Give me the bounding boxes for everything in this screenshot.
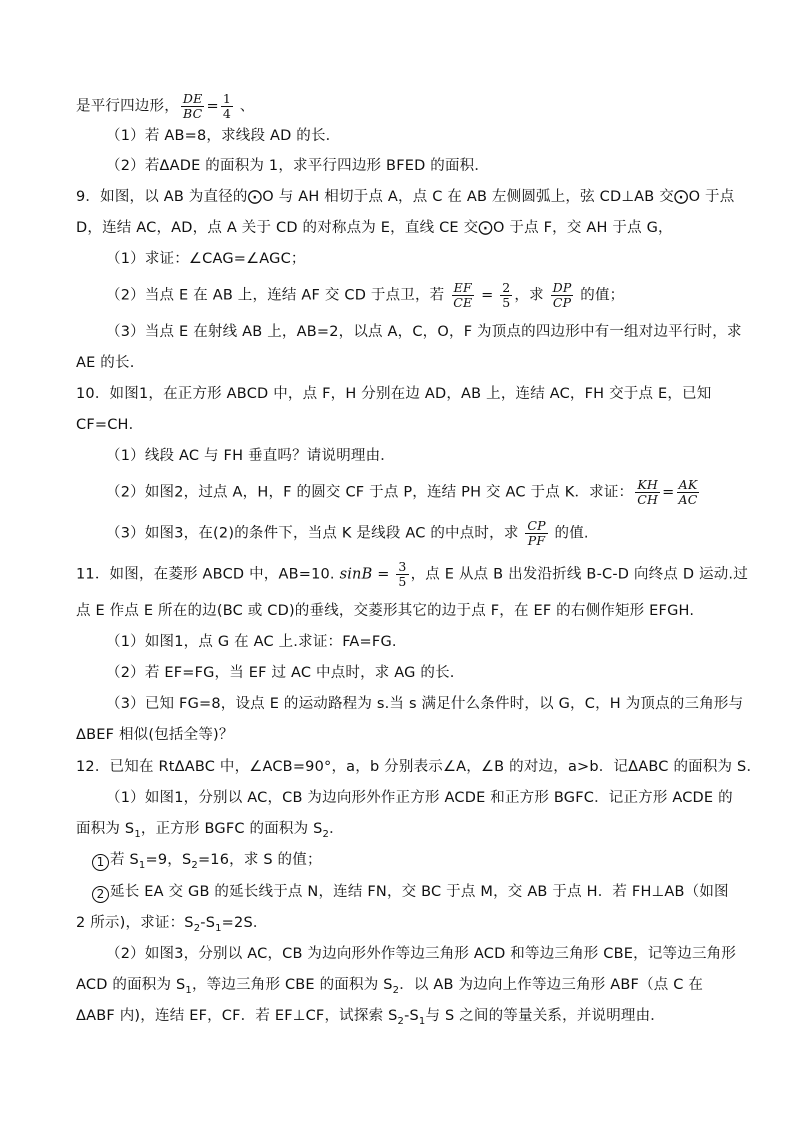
numerator: KH bbox=[637, 477, 659, 492]
subscript: 2 bbox=[191, 859, 198, 871]
circled-number: 2 bbox=[92, 886, 109, 903]
text-line: CF=CH． bbox=[76, 417, 144, 433]
text-line: （1）若 AB=8，求线段 AD 的长． bbox=[106, 128, 341, 144]
text-line: （3）当点 E 在射线 AB 上，AB=2，以点 A，C，O，F 为顶点的四边形中有一组对边平行时，求 bbox=[106, 324, 742, 340]
subscript: 2 bbox=[193, 922, 201, 934]
text-line: （2）若 EF=FG，当 EF 过 AC 中点时，求 AG 的长. bbox=[106, 665, 455, 681]
fraction bbox=[451, 281, 474, 310]
text-line: 点 E 作点 E 所在的边(BC 或 CD)的垂线，交菱形其它的边于点 F，在 EF 的右侧作矩形 EFGH. bbox=[76, 603, 695, 619]
subscript: 2 bbox=[397, 1015, 405, 1027]
text: （3）如图3，在(2)的条件下，当点 K 是线段 AC 的中点时，求 bbox=[106, 525, 524, 542]
text: -S bbox=[200, 915, 216, 931]
text: =9，S bbox=[145, 852, 192, 868]
numerator: AK bbox=[678, 477, 698, 492]
text: -S bbox=[404, 1008, 419, 1024]
text: 与 S 之间的等量关系，并说明理由． bbox=[425, 1008, 665, 1024]
subscript: 1 bbox=[215, 922, 222, 934]
question-11-heading bbox=[76, 560, 748, 589]
circled-number: 1 bbox=[92, 854, 109, 871]
denominator: CP bbox=[552, 295, 572, 310]
text-line bbox=[106, 281, 624, 310]
text-line bbox=[76, 92, 254, 121]
numerator: DP bbox=[552, 280, 572, 295]
text-line bbox=[76, 1006, 665, 1032]
numerator: CP bbox=[527, 518, 546, 533]
text-line: （1）线段 AC 与 FH 垂直吗？请说明理由． bbox=[106, 448, 395, 464]
text-line: （3）已知 FG=8，设点 E 的运动路程为 s.当 s 满足什么条件时，以 G，C，H 为顶点的三角形与 bbox=[106, 696, 744, 712]
text: （2）如图2，过点 A，H，F 的圆交 CF 于点 P，连结 PH 交 AC 于点 K．求证： bbox=[106, 484, 634, 501]
text-line bbox=[92, 882, 729, 903]
question-10-heading: 10．如图1，在正方形 ABCD 中，点 F，H 分别在边 AD，AB 上，连结 AC，FH 交于点 E，已知 bbox=[76, 386, 712, 402]
text: （2）当点 E 在 AB 上，连结 AF 交 CD 于点卫，若 bbox=[106, 287, 450, 304]
fraction bbox=[551, 281, 574, 310]
fraction bbox=[635, 478, 660, 507]
fraction bbox=[500, 281, 512, 310]
text: 延长 EA 交 GB 的延长线于点 N，连结 FN，交 BC 于点 M，交 AB 于点 H．若 FH⊥AB（如图 bbox=[110, 884, 729, 900]
text: 面积为 S bbox=[76, 821, 135, 837]
fraction bbox=[181, 92, 205, 121]
text-line bbox=[92, 850, 322, 876]
text: ．以 AB 为边向上作等边三角形 ABF（点 C 在 bbox=[399, 977, 704, 993]
subscript: 1 bbox=[185, 984, 192, 996]
text-line bbox=[76, 913, 268, 939]
text: 的值. bbox=[549, 525, 589, 542]
denominator: AC bbox=[678, 492, 698, 507]
question-9-heading: 9．如图，以 AB 为直径的⨀O 与 AH 相切于点 A，点 C 在 AB 左侧圆弧上，弦 CD⊥AB 交⨀O 于点 bbox=[76, 189, 735, 205]
equals: = bbox=[206, 98, 219, 115]
text: 若 S bbox=[110, 852, 139, 868]
fraction bbox=[396, 560, 408, 589]
math-expression: sinB bbox=[339, 566, 373, 583]
text-line bbox=[76, 819, 344, 845]
numerator: 2 bbox=[502, 280, 511, 295]
text: ，正方形 BGFC 的面积为 S bbox=[140, 821, 323, 837]
subscript: 1 bbox=[134, 828, 141, 840]
text: ，等边三角形 CBE 的面积为 S bbox=[191, 977, 393, 993]
text-line bbox=[106, 519, 589, 548]
text: ． bbox=[329, 821, 344, 837]
numerator: EF bbox=[453, 280, 472, 295]
text: ，求 bbox=[514, 287, 549, 304]
equals: = bbox=[372, 566, 395, 583]
text: ACD 的面积为 S bbox=[76, 977, 186, 993]
equals: = bbox=[476, 287, 499, 304]
text: ΔABF 内)，连结 EF，CF．若 EF⊥CF，试探索 S bbox=[76, 1008, 398, 1024]
text: 的值； bbox=[575, 287, 625, 304]
text-line: （2）若ΔADE 的面积为 1，求平行四边形 BFED 的面积． bbox=[106, 158, 490, 174]
numerator: DE bbox=[182, 91, 203, 106]
text: 、 bbox=[234, 98, 255, 115]
denominator: BC bbox=[182, 106, 203, 121]
subscript: 1 bbox=[418, 1015, 426, 1027]
numerator: 1 bbox=[222, 91, 231, 106]
denominator: 5 bbox=[398, 574, 407, 589]
denominator: CH bbox=[637, 492, 659, 507]
text-line: D，连结 AC，AD，点 A 关于 CD 的对称点为 E，直线 CE 交⨀O 于点 F，交 AH 于点 G， bbox=[76, 220, 673, 236]
numerator: 3 bbox=[398, 559, 407, 574]
text-line: （1）如图1，点 G 在 AC 上.求证：FA=FG. bbox=[106, 634, 397, 650]
denominator: PF bbox=[527, 533, 546, 548]
subscript: 1 bbox=[138, 859, 146, 871]
text: =16，求 S 的值； bbox=[197, 852, 322, 868]
fraction bbox=[525, 519, 547, 548]
subscript: 2 bbox=[392, 984, 400, 996]
question-12-heading: 12．已知在 RtΔABC 中，∠ACB=90°，a，b 分别表示∠A，∠B 的对边，a>b．记ΔABC 的面积为 S． bbox=[76, 759, 762, 775]
denominator: 5 bbox=[502, 295, 511, 310]
text-line: （1）求证：∠CAG=∠AGC； bbox=[106, 251, 306, 267]
text: 11．如图，在菱形 ABCD 中，AB=10. bbox=[76, 566, 340, 583]
text: 是平行四边形， bbox=[76, 98, 179, 115]
equals: = bbox=[662, 484, 675, 501]
text-line: AE 的长. bbox=[76, 355, 135, 371]
text-line: （2）如图3，分别以 AC，CB 为边向形外作等边三角形 ACD 和等边三角形 CBE，记等边三角形 bbox=[106, 946, 737, 962]
text-line bbox=[76, 975, 703, 1001]
subscript: 2 bbox=[322, 828, 330, 840]
fraction bbox=[677, 478, 700, 507]
text-line bbox=[106, 478, 702, 507]
fraction bbox=[221, 92, 233, 121]
text: =2S． bbox=[221, 915, 268, 931]
text-line: （1）如图1，分别以 AC，CB 为边向形外作正方形 ACDE 和正方形 BGFC．记正方形 ACDE 的 bbox=[106, 790, 733, 806]
text-line: ΔBEF 相似(包括全等)？ bbox=[76, 727, 234, 743]
denominator: CE bbox=[453, 295, 473, 310]
denominator: 4 bbox=[222, 106, 231, 121]
text: 2 所示)，求证：S bbox=[76, 915, 194, 931]
text: ，点 E 从点 B 出发沿折线 B-C-D 向终点 D 运动.过 bbox=[410, 566, 748, 583]
